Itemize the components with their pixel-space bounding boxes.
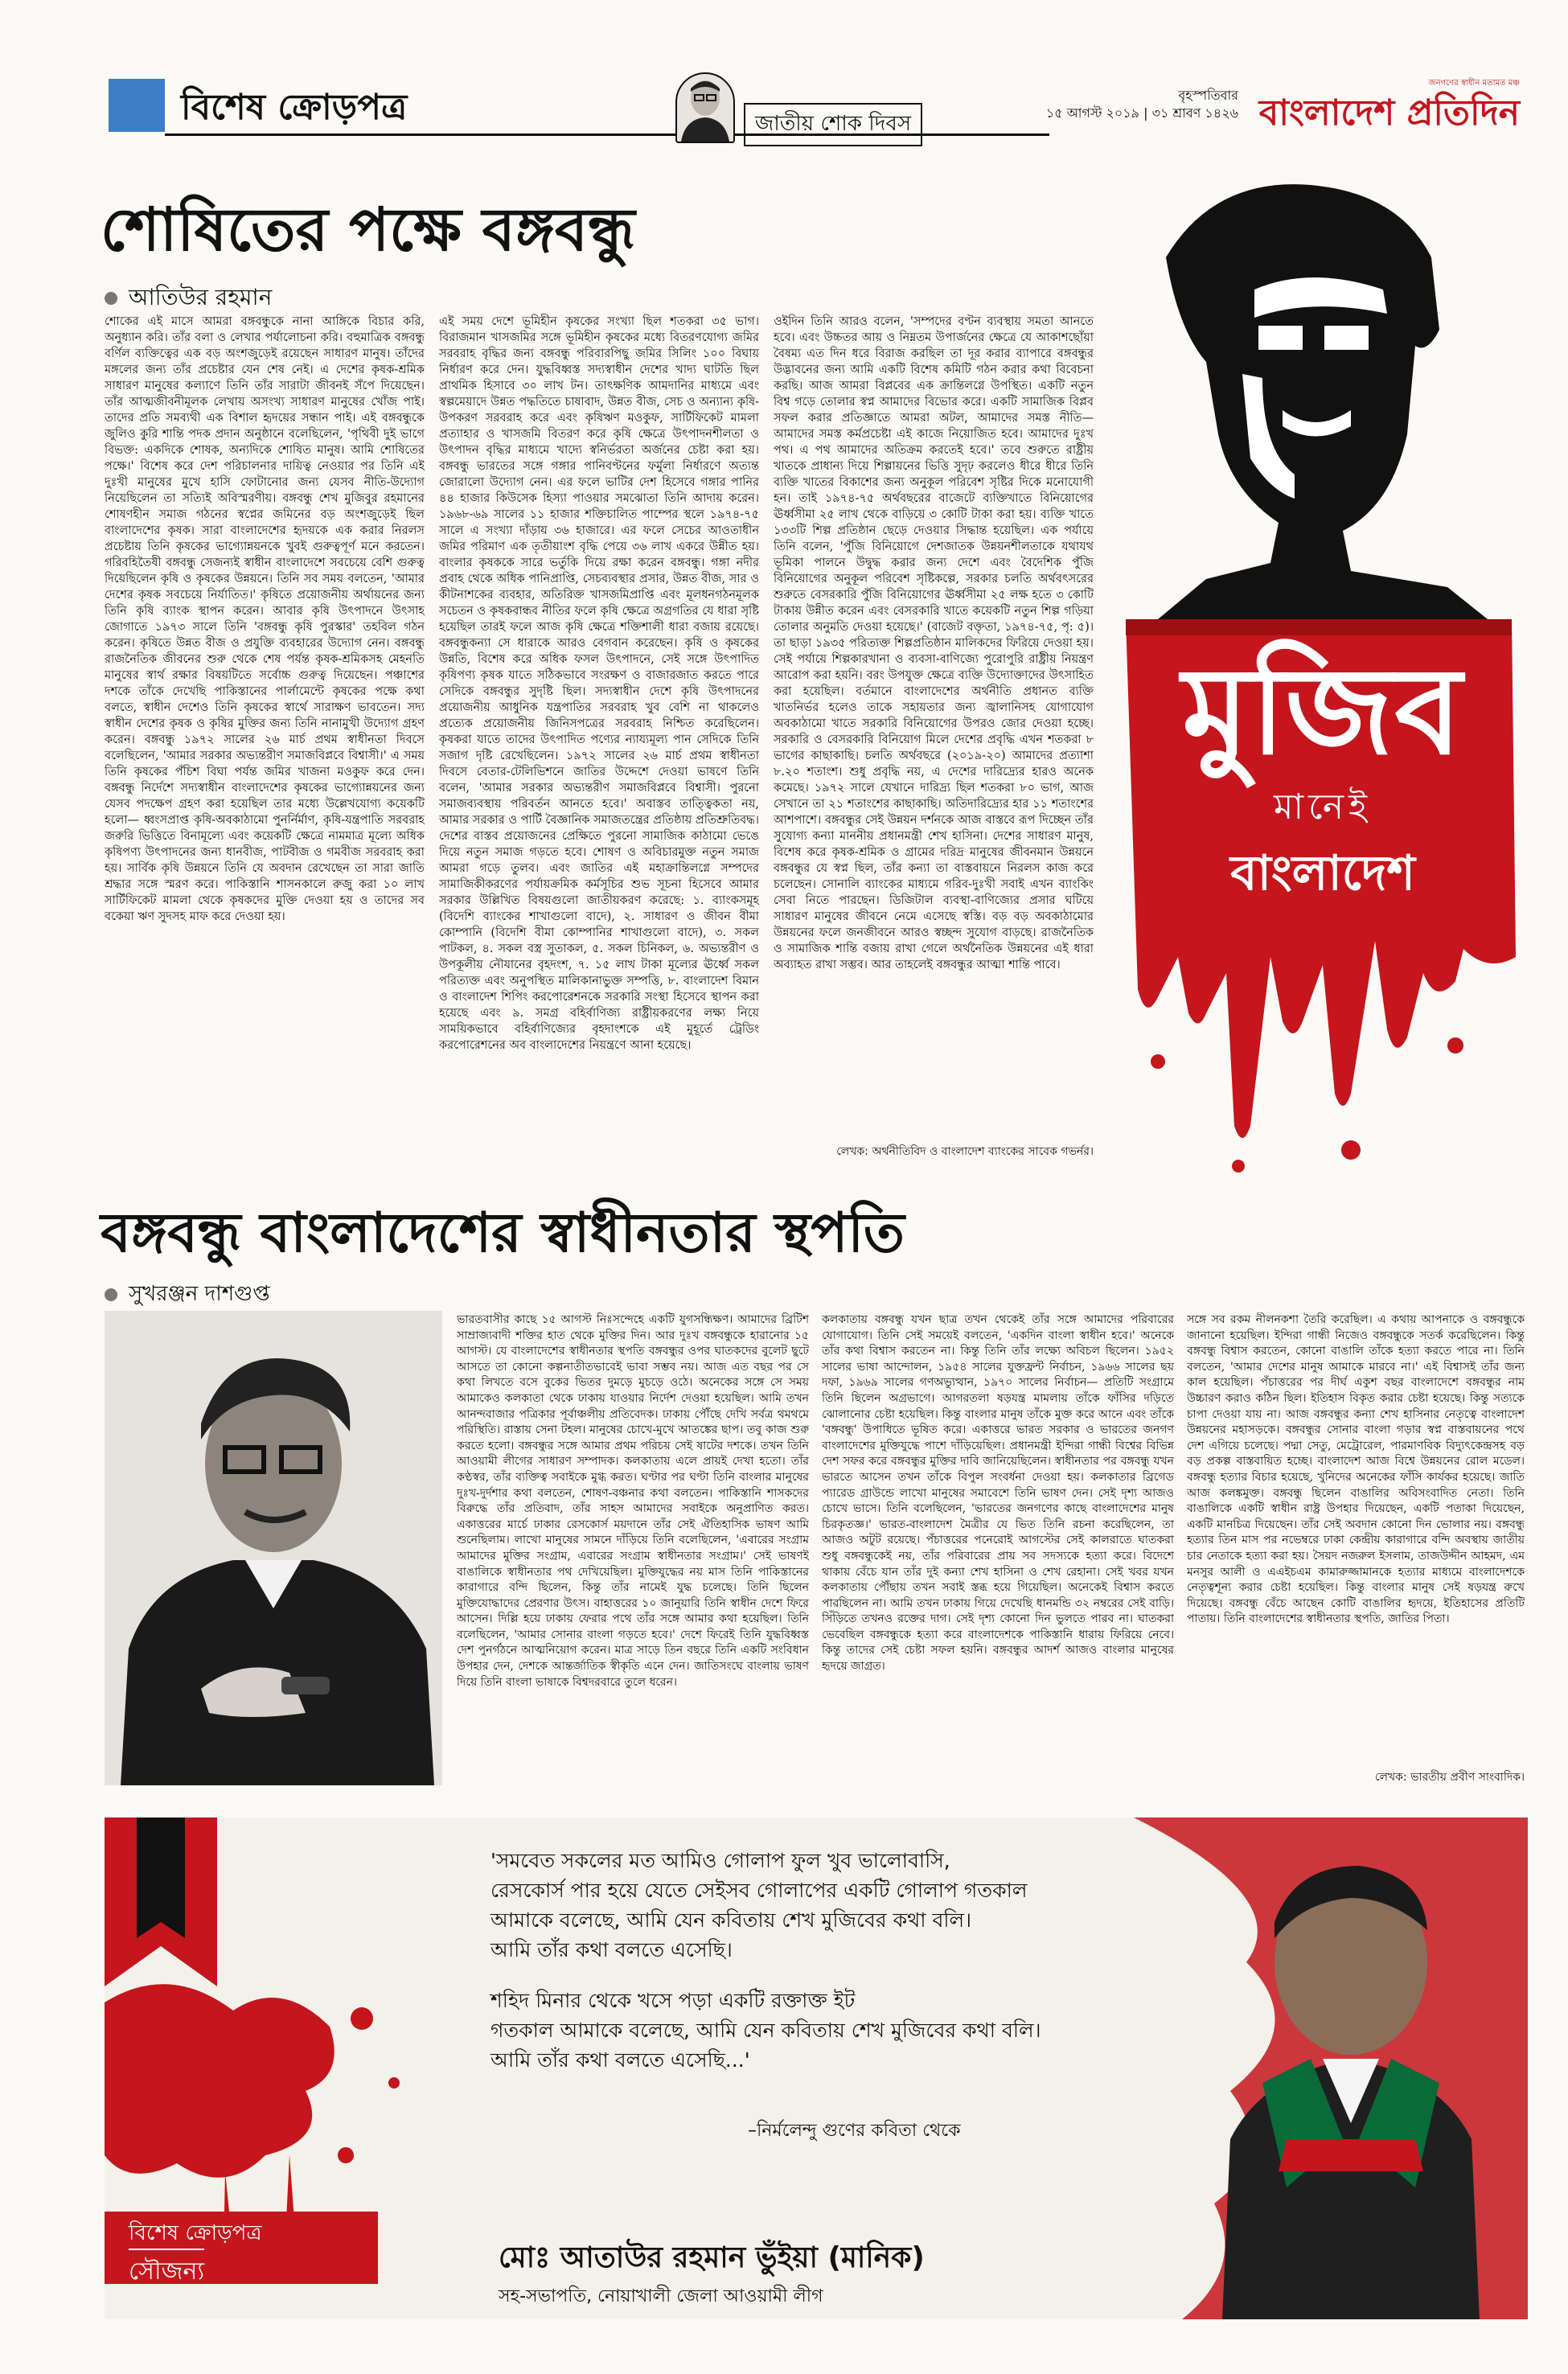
date-line: ১৫ আগস্ট ২০১৯ | ৩১ শ্রাবণ ১৪২৬ <box>1045 105 1238 121</box>
poem-line: গতকাল আমাকে বলেছে, আমি যেন কবিতায় শেখ মুজিবের কথা বলি। <box>491 2019 1041 2042</box>
article2-column-3: সঙ্গে সব রকম নীলনকশা তৈরি করেছিল। এ কথায় আপনাকে ও বঙ্গবন্ধুকে জানানো হয়েছিল। ইন্দিরা গান্ধী নিজেও বঙ্গবন্ধুকে সতর্ক করেছিলেন। কিন্তু বঙ্গবন্ধু বিশ্বাস করতেন, কোনো বাঙালি তাঁকে হত্যা করতে পারে না। তিনি বলতেন, 'আমার দেশের মানুষ আমাকে মারবে না।' এই বিশ্বাসই তাঁর জন্য কাল হয়েছিল। পঁচাত্তরের পর দীর্ঘ একুশ বছর বাংলাদেশে বঙ্গবন্ধুর নাম উচ্চারণ করাও কঠিন ছিল। ইতিহাস বিকৃত করার চেষ্টা হয়েছে। কিন্তু সত্যকে চাপা দেওয়া যায় না। আজ বঙ্গবন্ধুর কন্যা শেখ হাসিনার নেতৃত্বে বাংলাদেশ উন্নয়নের মহাসড়কে। বঙ্গবন্ধুর সোনার বাংলা গড়ার স্বপ্ন বাস্তবায়নের পথে দেশ এগিয়ে চলেছে। পদ্মা সেতু, মেট্রোরেল, পারমাণবিক বিদ্যুৎকেন্দ্রসহ বড় বড় প্রকল্প বাস্তবায়িত হচ্ছে। বাংলাদেশ আজ বিশ্বে উন্নয়নের রোল মডেল। বঙ্গবন্ধু হত্যার বিচার হয়েছে, খুনিদের অনেকের ফাঁসি কার্যকর হয়েছে। জাতি আজ কলঙ্কমুক্ত। বঙ্গবন্ধু ছিলেন বাঙালির অবিসংবাদিত নেতা। তিনি বাঙালিকে একটি স্বাধীন রাষ্ট্র উপহার দিয়েছেন, একটি পতাকা দিয়েছেন, একটি মানচিত্র দিয়েছেন। তাঁর সেই অবদান কোনো দিন ভোলার নয়। বঙ্গবন্ধু হত্যার তিন মাস পর নভেম্বরে ঢাকা কেন্দ্রীয় কারাগারে বন্দি অবস্থায় জাতীয় চার নেতাকে হত্যা করা হয়। সৈয়দ নজরুল ইসলাম, তাজউদ্দীন আহমদ, এম মনসুর আলী ও এএইচএম কামারুজ্জামানকে হত্যার মাধ্যমে বাংলাদেশকে নেতৃত্বশূন্য করার চেষ্টা হয়েছিল। কিন্তু বাংলার মানুষ সেই ষড়যন্ত্র রুখে দিয়েছে। বঙ্গবন্ধু বেঁচে আছেন কোটি বাঙালির হৃদয়ে, ইতিহাসের প্রতিটি পাতায়। তিনি বাংলাদেশের স্বাধীনতার স্থপতি, জাতির পিতা। <box>1187 1313 1525 1626</box>
article1-column-2: এই সময় দেশে ভূমিহীন কৃষকের সংখ্যা ছিল শতকরা ৩৫ ভাগ। বিরাজমান খাসজমির সঙ্গে ভূমিহীন কৃষকের মধ্যে বিতরণযোগ্য জমির সরবরাহ বৃদ্ধির জন্য বঙ্গবন্ধু পরিবারপিছু জমির সিলিং ১০০ বিঘায় নির্ধারণ করে দেন। যুদ্ধবিধ্বস্ত সদ্যস্বাধীন দেশের খাদ্য ঘাটতি ছিল প্রাথমিক হিসাবে ৩০ লাখ টন। তাৎক্ষণিক আমদানির মাধ্যমে এবং স্বল্পমেয়াদে উন্নত পদ্ধতিতে চাষাবাদ, উন্নত বীজ, সেচ ও অন্যান্য কৃষি-উপকরণ সরবরাহ করে এবং কৃষিঋণ মওকুফ, সার্টিফিকেট মামলা প্রত্যাহার ও খাসজমি বিতরণ করে কৃষি ক্ষেত্রে উৎপাদনশীলতা ও উৎপাদন বৃদ্ধির মাধ্যমে খাদ্যে স্বনির্ভরতা অর্জনের চেষ্টা করা হয়। বঙ্গবন্ধু ভারতের সঙ্গে গঙ্গার পানিবণ্টনের ফর্মুলা নির্ধারণে অত্যন্ত জোরালো উদ্যোগ নেন। এর ফলে ভাটির দেশ হিসেবে গঙ্গার পানির ৪৪ হাজার কিউসেক হিস্যা পাওয়ার সমঝোতা তিনি আদায় করেন। ১৯৬৮-৬৯ সালের ১১ হাজার শক্তিচালিত পাম্পের স্থলে ১৯৭৪-৭৫ সালে এ সংখ্যা দাঁড়ায় ৩৬ হাজারে। এর ফলে সেচের আওতাধীন জমির পরিমাণ এক তৃতীয়াংশ বৃদ্ধি পেয়ে ৩৬ লাখ একরে উন্নীত হয়। বাংলার কৃষককে সারে ভর্তুকি দিয়ে রক্ষা করেন বঙ্গবন্ধু। গঙ্গা নদীর প্রবাহ থেকে অধিক পানিপ্রাপ্তি, সেচব্যবস্থার প্রসার, উন্নত বীজ, সার ও কীটনাশকের ব্যবহার, অতিরিক্ত খাসজমিপ্রাপ্তি এবং মূলধনগঠনমূলক সচেতন ও কৃষকবান্ধব নীতির ফলে কৃষি ক্ষেত্রে অগ্রগতির যে ধারা সৃষ্টি হয়েছিল তারই ফলে আজ কৃষি ক্ষেত্রে শক্তিশালী ধারা বজায় রয়েছে। বঙ্গবন্ধুকন্যা সে ধারাকে আরও বেগবান করেছেন। কৃষি ও কৃষকের উন্নতি, বিশেষ করে অধিক ফসল উৎপাদনে, সেই সঙ্গে উৎপাদিত কৃষিপণ্য কৃষক যাতে সঠিকভাবে সংরক্ষণ ও বাজারজাত করতে পারে সেদিকে বঙ্গবন্ধুর সুদৃষ্টি ছিল। সদ্যস্বাধীন দেশে কৃষি উৎপাদনের প্রয়োজনীয় আধুনিক যন্ত্রপাতির সরবরাহ খুব বেশি না থাকলেও প্রত্যেক প্রয়োজনীয় জিনিসপত্রের সরবরাহ নিশ্চিত করেছিলেন। কৃষকরা যাতে তাদের উৎপাদিত পণ্যের ন্যায্যমূল্য পান সেদিকে তিনি সজাগ দৃষ্টি রেখেছিলেন। ১৯৭২ সালের ২৬ মার্চ প্রথম স্বাধীনতা দিবসে বেতার-টেলিভিশনে জাতির উদ্দেশে দেওয়া ভাষণে তিনি বলেন, 'আমার সরকার অভ্যন্তরীণ সমাজবিপ্লবে বিশ্বাসী। পুরনো সমাজব্যবস্থায় পরিবর্তন আনতে হবে।' অবাস্তব তাত্ত্বিকতা নয়, আমার সরকার ও পার্টি বৈজ্ঞানিক সমাজতন্ত্রের প্রতিষ্ঠায় প্রতিশ্রুতিবদ্ধ। দেশের বাস্তব প্রয়োজনের প্রেক্ষিতে পুরনো সামাজিক কাঠামো ভেঙে দিয়ে নতুন সমাজ গড়তে হবে। শোষণ ও অবিচারমুক্ত নতুন সমাজ আমরা গড়ে তুলব। এবং জাতির এই মহাক্রান্তিলগ্নে সম্পদের সামাজিকীকরণের পর্যায়ক্রমিক কর্মসূচির শুভ সূচনা হিসেবে আমার সরকার উল্লিখিত বিষয়গুলো জাতীয়করণ করেছে: ১. ব্যাংকসমূহ (বিদেশি ব্যাংকের শাখাগুলো বাদে), ২. সাধারণ ও জীবন বীমা কোম্পানি (বিদেশি বীমা কোম্পানির শাখাগুলো বাদে), ৩. সকল পাটকল, ৪. সকল বস্ত্র সুতাকল, ৫. সকল চিনিকল, ৬. অভ্যন্তরীণ ও উপকূলীয় নৌযানের বৃহদংশ, ৭. ১৫ লাখ টাকা মূল্যের ঊর্ধ্বে সকল পরিত্যক্ত এবং অনুপস্থিত মালিকানাভুক্ত সম্পত্তি, ৮. বাংলাদেশ বিমান ও বাংলাদেশ শিপিং করপোরেশনকে সরকারি সংস্থা হিসেবে স্থাপন করা হয়েছে এবং ৯. সমগ্র বহির্বাণিজ্য রাষ্ট্রীয়করণের লক্ষ্য নিয়ে সাময়িকভাবে বহির্বাণিজ্যের বৃহদাংশকে এই মুহূর্তে ট্রেডিং করপোরেশনের অব বাংলাদেশের নিয়ন্ত্রণে আনা হয়েছে। <box>439 315 759 1052</box>
article1-author: আতিউর রহমান <box>129 284 273 310</box>
article2-byline <box>105 1277 270 1312</box>
mujib-poster <box>1110 169 1528 1174</box>
bullet-icon <box>105 292 117 305</box>
bullet-icon <box>105 1288 117 1301</box>
poem-line: 'সমবেত সকলের মত আমিও গোলাপ ফুল খুব ভালোবাসি, <box>491 1849 950 1872</box>
poster-title-mujib: মুজিব <box>1182 642 1463 782</box>
bangabandhu-photo <box>105 1311 442 1785</box>
section-header <box>109 71 495 140</box>
section-label: বিশেষ ক্রোড়পত্র <box>181 87 408 128</box>
article1-byline <box>105 280 272 318</box>
sponsor-advertisement <box>105 1817 1528 2319</box>
poster-title-manei: মানেই <box>1273 787 1373 828</box>
article2-column-1: ভারতবাসীর কাছে ১৫ আগস্ট নিঃসন্দেহে একটি যুগসন্ধিক্ষণ। আমাদের ব্রিটিশ সাম্রাজ্যবাদী শক্তির হাত থেকে মুক্তির দিন। আর দুঃখ বঙ্গবন্ধুকে হারানোর ১৫ আগস্ট। যে বাংলাদেশের স্বাধীনতার স্থপতি বঙ্গবন্ধুর ওপর ঘাতকদের বুলেট ছুটে আসতে তা কোনো কল্পনাতীতভাবেই ভাবা সম্ভব নয়। আজ এত বছর পর সে কথা লিখতে বসে বুকের ভিতর দুমড়ে মুচড়ে ওঠে। অনেকের সঙ্গে সে সময় আমাকেও কলকাতা থেকে ঢাকায় যাওয়ার নির্দেশ দেওয়া হয়েছিল। আমি তখন আনন্দবাজার পত্রিকার পূর্বাঞ্চলীয় প্রতিবেদক। ঢাকায় পৌঁছে দেখি সর্বত্র থমথমে পরিস্থিতি। রাস্তায় সেনা টহল। মানুষের চোখে-মুখে আতঙ্কের ছাপ। তবু কাজ শুরু করতে হলো। বঙ্গবন্ধুর সঙ্গে আমার প্রথম পরিচয় সেই ষাটের দশকে। তখন তিনি আওয়ামী লীগের সাধারণ সম্পাদক। কলকাতায় এলে প্রায়ই দেখা হতো। তাঁর কণ্ঠস্বর, তাঁর ব্যক্তিত্ব সবাইকে মুগ্ধ করত। ঘণ্টার পর ঘণ্টা তিনি বাংলার মানুষের দুঃখ-দুর্দশার কথা বলতেন, শোষণ-বঞ্চনার কথা বলতেন। পাকিস্তানি শাসকদের বিরুদ্ধে তাঁর প্রতিবাদ, তাঁর সাহস আমাদের সবাইকে অনুপ্রাণিত করত। একাত্তরের মার্চে ঢাকার রেসকোর্স ময়দানে তাঁর সেই ঐতিহাসিক ভাষণ আমি শুনেছিলাম। লাখো মানুষের সামনে দাঁড়িয়ে তিনি বলেছিলেন, 'এবারের সংগ্রাম আমাদের মুক্তির সংগ্রাম, এবারের সংগ্রাম স্বাধীনতার সংগ্রাম।' সেই ভাষণই বাঙালিকে স্বাধীনতার পথ দেখিয়েছিল। মুক্তিযুদ্ধের নয় মাস তিনি পাকিস্তানের কারাগারে বন্দি ছিলেন, কিন্তু তাঁর নামেই যুদ্ধ চলেছে। তিনি ছিলেন মুক্তিযোদ্ধাদের প্রেরণার উৎস। বাহাত্তরের ১০ জানুয়ারি তিনি স্বাধীন দেশে ফিরে আসেন। দিল্লি হয়ে ঢাকায় ফেরার পথে তাঁর সঙ্গে আমার কথা হয়েছিল। তিনি বলেছিলেন, 'আমার সোনার বাংলা গড়তে হবে।' দেশে ফিরেই তিনি যুদ্ধবিধ্বস্ত দেশ পুনর্গঠনে আত্মনিয়োগ করেন। মাত্র সাড়ে তিন বছরে তিনি একটি সংবিধান উপহার দেন, দেশকে আন্তর্জাতিক স্বীকৃতি এনে দেন। জাতিসংঘে বাংলায় ভাষণ দিয়ে তিনি বাংলা ভাষাকে বিশ্বদরবারে তুলে ধরেন। <box>457 1313 809 1689</box>
mourning-day-badge <box>667 71 941 145</box>
masthead-tagline: জনগণের স্বাধীন মতামত মঞ্চ <box>1428 79 1520 88</box>
sponsor-label-line1: বিশেষ ক্রোড়পত্র <box>129 2221 262 2245</box>
article2-column-2: কলকাতায় বঙ্গবন্ধু যখন ছাত্র তখন থেকেই তাঁর সঙ্গে আমাদের পরিবারের যোগাযোগ। তিনি সেই সময়েই বলতেন, 'একদিন বাংলা স্বাধীন হবে।' অনেকে তাঁর কথা বিশ্বাস করতেন না। কিন্তু তিনি তাঁর লক্ষ্যে অবিচল ছিলেন। ১৯৫২ সালের ভাষা আন্দোলন, ১৯৫৪ সালের যুক্তফ্রন্ট নির্বাচন, ১৯৬৬ সালের ছয় দফা, ১৯৬৯ সালের গণঅভ্যুত্থান, ১৯৭০ সালের নির্বাচন— প্রতিটি সংগ্রামে তিনি ছিলেন অগ্রভাগে। আগরতলা ষড়যন্ত্র মামলায় তাঁকে ফাঁসির দড়িতে ঝোলানোর চেষ্টা হয়েছিল। কিন্তু বাংলার মানুষ তাঁকে মুক্ত করে আনে এবং তাঁকে 'বঙ্গবন্ধু' উপাধিতে ভূষিত করে। একাত্তরে ভারত সরকার ও ভারতের জনগণ বাংলাদেশের মুক্তিযুদ্ধে পাশে দাঁড়িয়েছিল। প্রধানমন্ত্রী ইন্দিরা গান্ধী বিশ্বের বিভিন্ন দেশ সফর করে বঙ্গবন্ধুর মুক্তির দাবি জানিয়েছিলেন। স্বাধীনতার পর বঙ্গবন্ধু যখন ভারতে আসেন তখন তাঁকে বিপুল সংবর্ধনা দেওয়া হয়। কলকাতার ব্রিগেড প্যারেড গ্রাউন্ডে লাখো মানুষের সমাবেশে তিনি ভাষণ দেন। সেই দৃশ্য আজও চোখে ভাসে। তিনি বলেছিলেন, 'ভারতের জনগণের কাছে বাংলাদেশের মানুষ চিরকৃতজ্ঞ।' ভারত-বাংলাদেশ মৈত্রীর যে ভিত তিনি রচনা করেছিলেন, তা আজও অটুট রয়েছে। পঁচাত্তরের পনেরোই আগস্টের সেই কালরাতে ঘাতকরা শুধু বঙ্গবন্ধুকেই নয়, তাঁর পরিবারের প্রায় সব সদস্যকে হত্যা করে। বিদেশে থাকায় বেঁচে যান তাঁর দুই কন্যা শেখ হাসিনা ও শেখ রেহানা। সেই খবর যখন কলকাতায় পৌঁছায় তখন সবাই স্তব্ধ হয়ে গিয়েছিল। অনেকেই বিশ্বাস করতে পারছিলেন না। আমি তখন ঢাকায় গিয়ে দেখেছি ধানমন্ডি ৩২ নম্বরের সেই বাড়ি। সিঁড়িতে তখনও রক্তের দাগ। সেই দৃশ্য কোনো দিন ভুলতে পারব না। ঘাতকরা ভেবেছিল বঙ্গবন্ধুকে হত্যা করে বাংলাদেশকে পাকিস্তানি ধারায় ফিরিয়ে নেবে। কিন্তু তাদের সেই চেষ্টা সফল হয়নি। বঙ্গবন্ধুর আদর্শ আজও বাংলার মানুষের হৃদয়ে জাগ্রত। <box>822 1313 1174 1674</box>
article1-author-note: লেখক: অর্থনীতিবিদ ও বাংলাদেশ ব্যাংকের সাবেক গভর্নর। <box>836 1145 1094 1158</box>
poster-title-bangladesh: বাংলাদেশ <box>1230 845 1415 902</box>
section-color-bar <box>109 79 165 132</box>
ad-poem <box>491 1846 1134 2075</box>
poem-credit: –নির্মলেন্দু গুণের কবিতা থেকে <box>748 2121 961 2141</box>
masthead-logo: বাংলাদেশ প্রতিদিন <box>1258 92 1520 133</box>
poem-line: রেসকোর্স পার হয়ে যেতে সেইসব গোলাপের একটি গোলাপ গতকাল <box>491 1879 1028 1902</box>
bangabandhu-portrait-icon <box>675 72 735 143</box>
masthead <box>1254 77 1520 142</box>
sponsor-name: মোঃ আতাউর রহমান ভুঁইয়া (মানিক) <box>499 2241 925 2274</box>
article2-headline: বঙ্গবন্ধু বাংলাদেশের স্বাধীনতার স্থপতি <box>101 1201 905 1265</box>
article1-column-3: ওইদিন তিনি আরও বলেন, 'সম্পদের বণ্টন ব্যবস্থায় সমতা আনতে হবে। এবং উচ্চতর আয় ও নিম্নতম উপার্জনের ক্ষেত্রে যে আকাশছোঁয়া বৈষম্য এত দিন ধরে বিরাজ করছিল তা দূর করার ব্যাপারে বঙ্গবন্ধুর উদ্ভাবনের জন্য আমি একটি বিশেষ কমিটি গঠন করার কথা বিবেচনা করছি। আজ আমরা বিপ্লবের এক ক্রান্তিলগ্নে উপস্থিত। একটি নতুন বিশ্ব গড়ে তোলার স্বপ্ন আমাদের বিভোর করে। একটি সামাজিক বিপ্লব সফল করার প্রতিজ্ঞাতে আমরা অটল, আমাদের সমস্ত নীতি— আমাদের সমস্ত কর্মপ্রচেষ্টা এই কাজে নিয়োজিত হবে। আমাদের দুঃখ পথ। এ পথ আমাদের অতিক্রম করতেই হবে।' তবে শুরুতে রাষ্ট্রীয় খাতকে প্রাধান্য দিয়ে শিল্পায়নের ভিত্তি সুদৃঢ় করলেও ধীরে ধীরে তিনি ব্যক্তি খাতের বিকাশের জন্য অনুকূল পরিবেশ সৃষ্টির দিকে মনোযোগী হন। তাই ১৯৭৪-৭৫ অর্থবছরের বাজেটে ব্যক্তিখাতে বিনিয়োগের ঊর্ধ্বসীমা ২৫ লাখ থেকে বাড়িয়ে ৩ কোটি টাকা করা হয়। ব্যক্তি খাতে ১৩৩টি শিল্প প্রতিষ্ঠান ছেড়ে দেওয়ার সিদ্ধান্ত হয়েছিল। এক পর্যায়ে তিনি বলেন, 'পুঁজি বিনিয়োগে দেশজাতক উন্নয়নশীলতাকে যথাযথ ভূমিকা পালনে উদ্বুদ্ধ করার জন্য দেশে এবং বৈদেশিক পুঁজি বিনিয়োগের অনুকূল পরিবেশ সৃষ্টিকল্পে, সরকার চলতি অর্থবৎসরের শুরুতে বেসরকারি পুঁজি বিনিয়োগের ঊর্ধ্বসীমা ২৫ লক্ষ হতে ৩ কোটি টাকায় উন্নীত করেন এবং বেসরকারি খাতে কয়েকটি নতুন শিল্প গড়িয়া তোলার অনুমতি দেওয়া হয়েছে।' (বাজেট বক্তৃতা, ১৯৭৪-৭৫, পৃ: ৫)। তা ছাড়া ১৯৩৫ পরিত্যক্ত শিল্পপ্রতিষ্ঠান মালিকদের ফিরিয়ে দেওয়া হয়। সেই পর্যায়ে শিল্পকারখানা ও ব্যবসা-বাণিজ্যে পুরোপুরি রাষ্ট্রীয় নিয়ন্ত্রণ আরোপ করা হয়নি। বরং উপযুক্ত ক্ষেত্রে ব্যক্তি উদ্যোক্তাদের উৎসাহিত করা হয়েছিল। বর্তমানে বাংলাদেশের অর্থনীতি প্রধানত ব্যক্তি খাতনির্ভর হলেও তাকে সহায়তার জন্য জ্বালানিসহ যোগাযোগ অবকাঠামো খাতে সরকারি বিনিয়োগের উপরও জোর দেওয়া হচ্ছে। সরকারি ও বেসরকারি বিনিয়োগ মিলে দেশের প্রবৃদ্ধি এখন শতকরা ৮ ভাগের কাছাকাছি। চলতি অর্থবছরে (২০১৯-২০) আমাদের প্রত্যাশা ৮.২০ শতাংশ। শুধু প্রবৃদ্ধি নয়, এ দেশের দারিদ্র্যের হারও অনেক কমেছে। ১৯৭২ সালে যেখানে দারিদ্র্য ছিল শতকরা ৮০ ভাগ, আজ সেখানে তা ২১ শতাংশের কাছাকাছি। অতিদারিদ্র্যের হার ১১ শতাংশের আশপাশে। বঙ্গবন্ধুর সেই উন্নয়ন দর্শনকে আজ বাস্তবে রূপ দিচ্ছেন তাঁর সুযোগ্য কন্যা মাননীয় প্রধানমন্ত্রী শেখ হাসিনা। দেশের সাধারণ মানুষ, বিশেষ করে কৃষক-শ্রমিক ও গ্রামের দরিদ্র মানুষের জীবনমান উন্নয়নে বঙ্গবন্ধুর যে স্বপ্ন ছিল, তাঁর কন্যা তা বাস্তবায়নে নিরলস কাজ করে চলেছেন। সোনালি ব্যাংকের মাধ্যমে গরিব-দুঃখী সবাই এখন ব্যাংকিং সেবা নিতে পারছেন। ডিজিটাল ব্যবস্থা-বাণিজ্যের প্রসার ঘটিয়ে সাধারণ মানুষের জীবনে নেমে এসেছে স্বস্তি। বড় বড় অবকাঠামোর উন্নয়নের ফলে জনজীবনে আরও স্বচ্ছন্দ সুযোগ বাড়ছে। রাজনৈতিক ও সামাজিক শান্তি বজায় রাখা গেলে অর্থনৈতিক উন্নয়নের এই ধারা অব্যাহত রাখা সম্ভব। আর তাহলেই বঙ্গবন্ধুর আত্মা শান্তি পাবে। <box>774 315 1094 971</box>
sponsor-label-line2: সৌজন্য <box>129 2249 204 2293</box>
article2-author: সুখরঞ্জন দাশগুপ্ত <box>129 1282 270 1306</box>
weekday: বৃহস্পতিবার <box>1178 88 1238 103</box>
sponsor-label-box <box>105 2212 378 2284</box>
article1-column-1: শোকের এই মাসে আমরা বঙ্গবন্ধুকে নানা আঙ্গিকে বিচার করি, অনুধ্যান করি। তাঁর বলা ও লেখার পর্যালোচনা করি। বহুমাত্রিক বঙ্গবন্ধু বর্ণিল ব্যক্তিত্বের এক বড় অংশজুড়েই রয়েছেন সাধারণ মানুষ। তাঁদের মঙ্গলের জন্য তাঁর প্রচেষ্টার যেন শেষ নেই। এ দেশের কৃষক-শ্রমিক সাধারণ মানুষের কল্যাণে তিনি তাঁর সারাটা জীবনই সঁপে দিয়েছেন। তাঁর আত্মজীবনীমূলক লেখায় অসংখ্য সাধারণ মানুষের খোঁজ পাই। তাদের প্রতি সমব্যথী এক বিশাল হৃদয়ের সন্ধান পাই। এই বঙ্গবন্ধুকে জুলিও কুরি শান্তি পদক প্রদান অনুষ্ঠানে বলেছিলেন, 'পৃথিবী দুই ভাগে বিভক্ত: একদিকে শোষক, অন্যদিকে শোষিত মানুষ। আমি শোষিতের পক্ষে।' বিশেষ করে দেশ পরিচালনার দায়িত্ব নেওয়ার পর তিনি এই দুঃখী মানুষের মুখে হাসি ফোটানোর জন্য যেসব নীতি-উদ্যোগ নিয়েছিলেন তা সত্যিই অবিস্মরণীয়। বঙ্গবন্ধু শেখ মুজিবুর রহমানের শোষণহীন সমাজ গঠনের স্বপ্নের জমিনের বড় অংশজুড়েই ছিল বাংলাদেশের কৃষক। সারা বাংলাদেশের হৃদয়কে এক করার নিরলস প্রচেষ্টায় তিনি কৃষকের ভাগ্যোন্নয়নকে খুবই গুরুত্বপূর্ণ মনে করতেন। গরিবহিতৈষী বঙ্গবন্ধু সেজন্যই স্বাধীন বাংলাদেশে সবচেয়ে বেশি গুরুত্ব দিয়েছিলেন কৃষি ও কৃষকের উন্নয়নে। তিনি সব সময় বলতেন, 'আমার দেশের কৃষক সবচেয়ে নির্যাতিত।' কৃষিতে প্রয়োজনীয় অর্থায়নের জন্য তিনি কৃষি ব্যাংক স্থাপন করেন। আবার কৃষি উৎপাদনে উৎসাহ জোগাতে ১৯৭৩ সালে তিনি 'বঙ্গবন্ধু কৃষি পুরস্কার' তহবিল গঠন করেন। কৃষিতে উন্নত বীজ ও প্রযুক্তি ব্যবহারের উদ্যোগ নেন। বঙ্গবন্ধু রাজনৈতিক জীবনের শুরু থেকে শেষ পর্যন্ত কৃষক-শ্রমিকসহ মেহনতি মানুষের স্বার্থ রক্ষার বিষয়টিতে সর্বোচ্চ গুরুত্ব দিয়েছেন। পঞ্চাশের দশকে তাঁকে দেখেছি পাকিস্তানের পার্লামেন্টে কৃষকের পক্ষে কথা বলতে, স্বাধীন দেশেও তিনি কৃষকের স্বার্থে সারাক্ষণ ভাবতেন। সদ্য স্বাধীন দেশের কৃষক ও কৃষির মুক্তির জন্য তিনি নানামুখী উদ্যোগ গ্রহণ করেন। বঙ্গবন্ধু ১৯৭২ সালের ২৬ মার্চ প্রথম স্বাধীনতা দিবসে বলেছিলেন, 'আমার সরকার অভ্যন্তরীণ সমাজবিপ্লবে বিশ্বাসী।' এ সময় তিনি কৃষকের পঁচিশ বিঘা পর্যন্ত জমির খাজনা মওকুফ করে দেন। বঙ্গবন্ধু নির্দেশে সদ্যস্বাধীন বাংলাদেশের কৃষকের ভাগ্যোন্নয়নের জন্য যেসব পদক্ষেপ গ্রহণ করা হয়েছিল তার মধ্যে উল্লেখযোগ্য কয়েকটি হলো— ধ্বংসপ্রাপ্ত কৃষি-অবকাঠামো পুনর্নির্মাণ, কৃষি-যন্ত্রপাতি সরবরাহ জরুরি ভিত্তিতে বিনামূল্যে এবং কয়েকটি ক্ষেত্রে নামমাত্র মূল্যে অধিক কৃষিপণ্য উৎপাদনের জন্য ধানবীজ, পাটবীজ ও গমবীজ সরবরাহ করা হয়। সার্বিক কৃষি উন্নয়নে তিনি যে অবদান রেখেছেন তা সারা জাতি শ্রদ্ধার সঙ্গে স্মরণ করে। পাকিস্তানি শাসনকালে রুজু করা ১০ লাখ সার্টিফিকেট মামলা থেকে কৃষকদের মুক্তি দেওয়া হয় ও তাদের সব বকেয়া ঋণ সুদসহ মাফ করে দেওয়া হয়। <box>105 315 425 923</box>
poem-line: আমি তাঁর কথা বলতে এসেছি। <box>491 1938 733 1961</box>
poem-line: শহিদ মিনার থেকে খসে পড়া একটি রক্তাক্ত ইট <box>491 1989 856 2012</box>
poem-line: আমি তাঁর কথা বলতে এসেছি...' <box>491 2048 750 2072</box>
issue-date <box>997 87 1238 122</box>
mourning-day-label: জাতীয় শোক দিবস <box>744 103 922 146</box>
article2-author-note: লেখক: ভারতীয় প্রবীণ সাংবাদিক। <box>1374 1771 1525 1784</box>
sponsor-title: সহ-সভাপতি, নোয়াখালী জেলা আওয়ামী লীগ <box>499 2286 823 2306</box>
poem-line: আমাকে বলেছে, আমি যেন কবিতায় শেখ মুজিবের কথা বলি। <box>491 1908 972 1932</box>
article1-headline: শোষিতের পক্ষে বঙ্গবন্ধু <box>101 195 635 265</box>
